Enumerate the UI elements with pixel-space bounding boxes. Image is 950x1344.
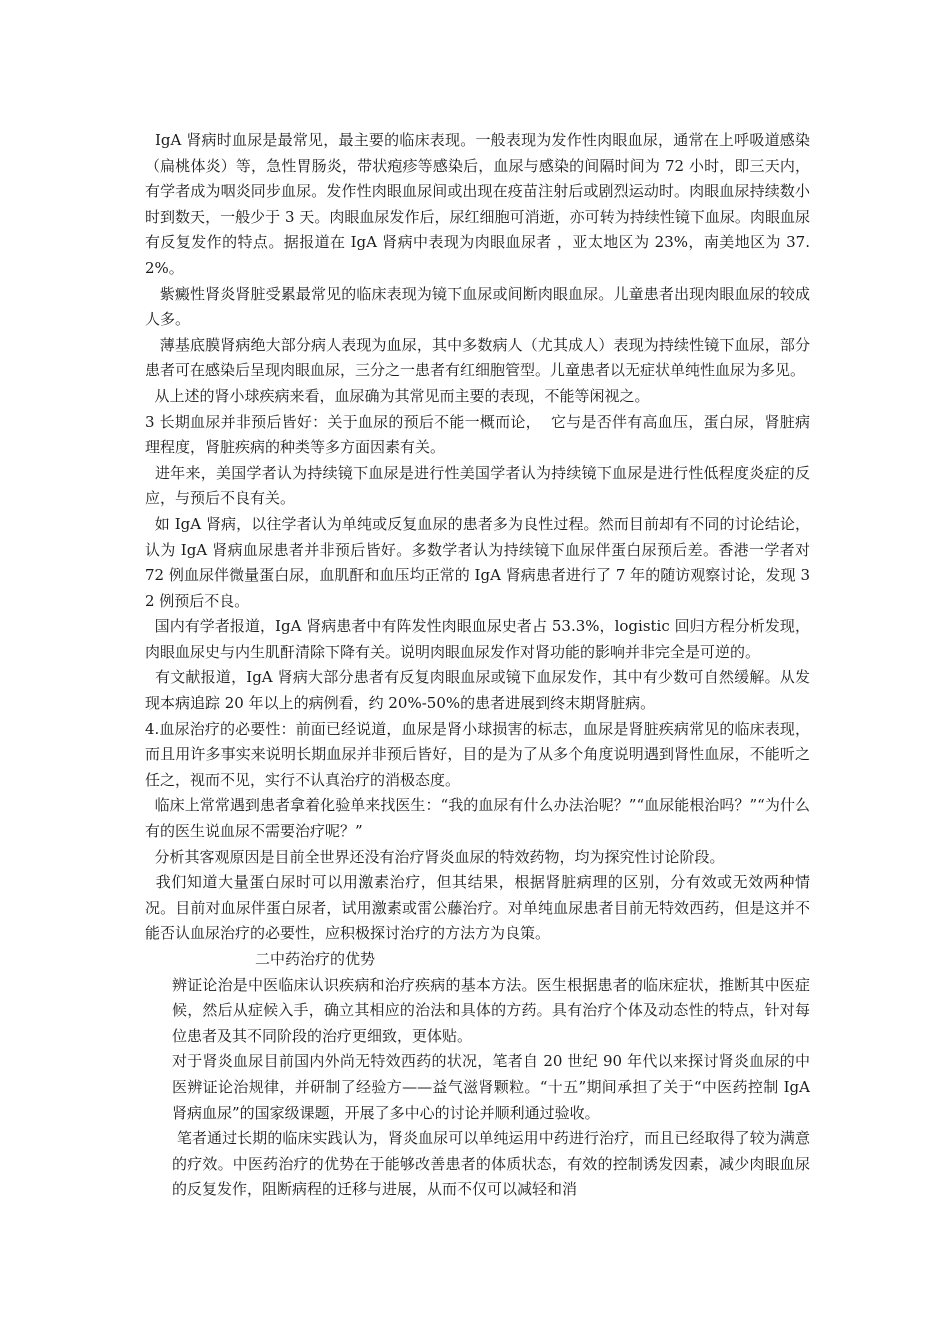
paragraph-iga-study: 如 IgA 肾病，以往学者认为单纯或反复血尿的患者多为良性过程。然而目前却有不同的讨论结论，认为 IgA 肾病血尿患者并非预后皆好。多数学者认为持续镜下血尿伴蛋白尿预后差。香港一学者对 72 例血尿伴微量蛋白尿，血肌酐和血压均正常的 IgA 肾病患者进行了 7 年的随访观察讨论，发现 32 例预后不良。 bbox=[145, 514, 815, 610]
section-heading: 二中药治疗的优势 bbox=[255, 950, 376, 968]
paragraph-literature-report: 有文献报道，IgA 肾病大部分患者有反复肉眼血尿或镜下血尿发作，其中有少数可自然缓解。从发现本病追踪 20 年以上的病例看，约 20%-50%的患者进展到终末期肾脏病。 bbox=[145, 668, 810, 713]
paragraph-syndrome-differentiation: 辨证论治是中医临床认识疾病和治疗疾病的基本方法。医生根据患者的临床症状，推断其中医症候，然后从症候入手，确立其相应的治法和具体的方药。具有治疗个体及动态性的特点，针对每位患者及其不同阶段的治疗更细致，更体贴。 bbox=[172, 975, 810, 1045]
paragraph-summary: 从上述的肾小球疾病来看，血尿确为其常见而主要的表现，不能等闲视之。 bbox=[145, 386, 650, 405]
paragraph-author-research: 对于肾炎血尿目前国内外尚无特效西药的状况，笔者自 20 世纪 90 年代以来探讨肾炎血尿的中医辨证论治规律，并研制了经验方——益气滋肾颗粒。“十五”期间承担了关于“中医药控制 IgA 肾病血尿”的国家级课题，开展了多中心的讨论并顺利通过验收。 bbox=[172, 1052, 815, 1122]
paragraph-iga-hematuria: IgA 肾病时血尿是最常见，最主要的临床表现。一般表现为发作性肉眼血尿，通常在上呼吸道感染（扁桃体炎）等，急性胃肠炎，带状疱疹等感染后，血尿与感染的间隔时间为 72 小时，即三天内，有学者成为咽炎同步血尿。发作性肉眼血尿间或出现在疫苗注射后或剧烈运动时。肉眼血尿持续数小时到数天，一般少于 3 天。肉眼血尿发作后，尿红细胞可消逝，亦可转为持续性镜下血尿。肉眼血尿有反复发作的特点。据报道在 IgA 肾病中表现为肉眼血尿者 ，亚太地区为 23%，南美地区为 37.2%。 bbox=[145, 131, 810, 277]
paragraph-clinical-practice: 笔者通过长期的临床实践认为，肾炎血尿可以单纯运用中药进行治疗，而且已经取得了较为满意的疗效。中医药治疗的优势在于能够改善患者的体质状态，有效的控制诱发因素，减少肉眼血尿的反复发作，阻断病程的迁移与进展，从而不仅可以减轻和消 bbox=[172, 1129, 810, 1199]
paragraph-patient-questions: 临床上常常遇到患者拿着化验单来找医生：“我的血尿有什么办法治呢？”“血尿能根治吗？”“为什么有的医生说血尿不需要治疗呢？” bbox=[145, 796, 810, 841]
paragraph-treatment-necessity: 4.血尿治疗的必要性：前面已经说道，血尿是肾小球损害的标志，血尿是肾脏疾病常见的临床表现，而且用许多事实来说明长期血尿并非预后皆好，目的是为了从多个角度说明遇到肾性血尿，不能听之任之，视而不见，实行不认真治疗的消极态度。 bbox=[145, 719, 810, 789]
paragraph-prognosis: 3 长期血尿并非预后皆好：关于血尿的预后不能一概而论， 它与是否伴有高血压，蛋白尿，肾脏病理程度，肾脏疾病的种类等多方面因素有关。 bbox=[145, 412, 810, 457]
paragraph-hormone-treatment: 我们知道大量蛋白尿时可以用激素治疗，但其结果，根据肾脏病理的区别，分有效或无效两种情况。目前对血尿伴蛋白尿者，试用激素或雷公藤治疗。对单纯血尿患者目前无特效西药，但是这并不能否认血尿治疗的必要性，应积极探讨治疗的方法方为良策。 bbox=[145, 873, 810, 943]
paragraph-objective-reason: 分析其客观原因是目前全世界还没有治疗肾炎血尿的特效药物，均为探究性讨论阶段。 bbox=[145, 847, 725, 866]
document-body bbox=[145, 128, 815, 1203]
paragraph-us-scholars: 进年来，美国学者认为持续镜下血尿是进行性美国学者认为持续镜下血尿是进行性低程度炎症的反应，与预后不良有关。 bbox=[145, 463, 810, 508]
paragraph-purpura-nephritis: 紫癜性肾炎肾脏受累最常见的临床表现为镜下血尿或间断肉眼血尿。儿童患者出现肉眼血尿的较成人多。 bbox=[145, 284, 810, 329]
paragraph-thin-basement-membrane: 薄基底膜肾病绝大部分病人表现为血尿，其中多数病人（尤其成人）表现为持续性镜下血尿，部分患者可在感染后呈现肉眼血尿，三分之一患者有红细胞管型。儿童患者以无症状单纯性血尿为多见。 bbox=[145, 335, 810, 380]
paragraph-domestic-report: 国内有学者报道，IgA 肾病患者中有阵发性肉眼血尿史者占 53.3%，logistic 回归方程分析发现，肉眼血尿史与内生肌酐清除下降有关。说明肉眼血尿发作对肾功能的影响并非完全是可逆的。 bbox=[145, 617, 810, 661]
